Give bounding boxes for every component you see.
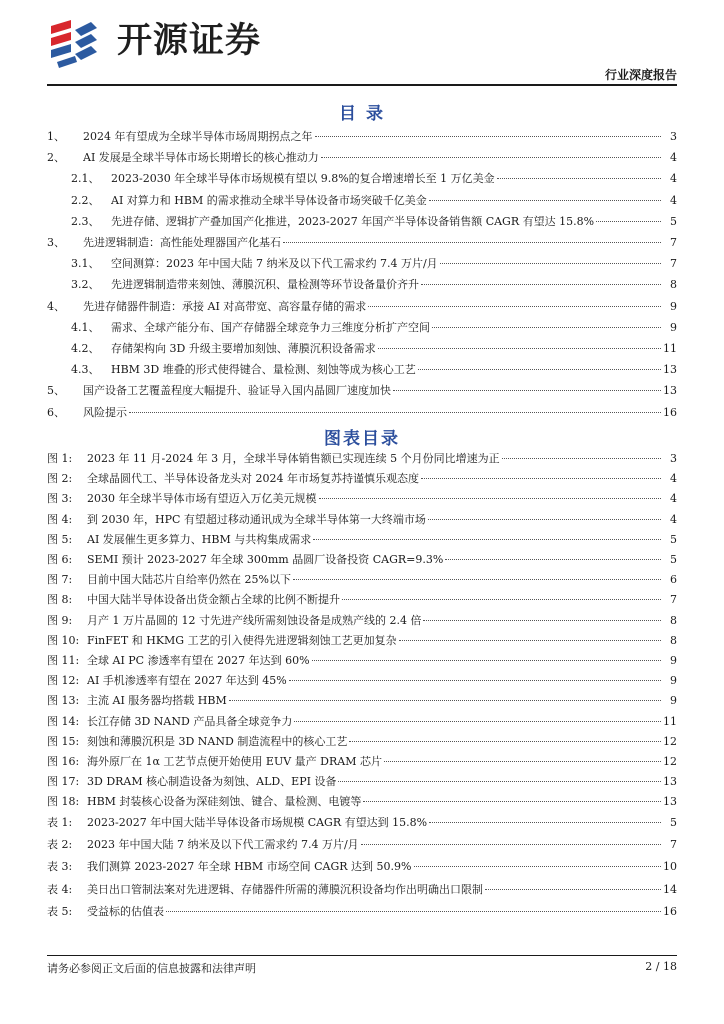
- figure-entry-page: 9: [670, 694, 677, 708]
- toc-entry-page: 4: [670, 172, 677, 186]
- table-entry-title: 2023 年中国大陆 7 纳米及以下代工需求约 7.4 万片/月: [87, 838, 359, 852]
- figure-entry[interactable]: [47, 713, 677, 733]
- figure-entry-page: 12: [663, 755, 677, 768]
- figure-entry[interactable]: [47, 753, 677, 773]
- figure-entry-page: 8: [670, 633, 677, 647]
- toc-entry-page: 13: [663, 363, 677, 377]
- figure-entry-title: 3D DRAM 核心制造设备为刻蚀、ALD、EPI 设备: [87, 775, 337, 789]
- toc-entry-number: 3.1、: [71, 257, 100, 271]
- dot-leader: [363, 801, 661, 802]
- dot-leader: [315, 136, 662, 137]
- toc-entry-number: 4.2、: [71, 342, 100, 355]
- figure-entry-title: 目前中国大陆芯片自给率仍然在 25%以下: [87, 573, 291, 587]
- figure-entry-number: 图 3:: [47, 492, 73, 506]
- figure-entry-title: 2030 年全球半导体市场有望迈入万亿美元规模: [87, 492, 317, 506]
- toc-entry-title: 需求、全球产能分布、国产存储器全球竞争力三维度分析扩产空间: [111, 320, 430, 334]
- figure-entry-page: 6: [670, 573, 677, 587]
- table-entry[interactable]: [47, 881, 677, 901]
- toc-entry-number: 6、: [47, 405, 65, 419]
- toc-entry-page: 13: [663, 384, 677, 398]
- figure-entry[interactable]: [47, 692, 677, 712]
- figure-entry-page: 13: [663, 775, 677, 789]
- figure-entry-number: 图 12:: [47, 674, 80, 688]
- toc-entry[interactable]: [71, 361, 677, 381]
- toc-entry[interactable]: [71, 255, 677, 275]
- dot-leader: [361, 844, 661, 845]
- dot-leader: [378, 348, 661, 349]
- figure-entry-title: 主流 AI 服务器均搭载 HBM: [87, 694, 227, 708]
- toc-entry[interactable]: [47, 149, 677, 169]
- table-entry[interactable]: [47, 903, 677, 923]
- dot-leader: [321, 157, 661, 158]
- figure-entry[interactable]: [47, 793, 677, 813]
- dot-leader: [342, 599, 661, 600]
- figure-entry-number: 图 7:: [47, 573, 73, 587]
- figure-entry-number: 图 13:: [47, 694, 80, 708]
- toc-entry-title: 先进存储、逻辑扩产叠加国产化推进，2023-2027 年国产半导体设备销售额 CAGR 有望达 15.8%: [111, 214, 595, 228]
- figure-entry-number: 图 17:: [47, 775, 80, 789]
- toc-entry-page: 5: [670, 214, 677, 228]
- dot-leader: [497, 178, 661, 179]
- figure-entry[interactable]: [47, 591, 677, 611]
- figure-entry-title: 刻蚀和薄膜沉积是 3D NAND 制造流程中的核心工艺: [87, 734, 348, 748]
- dot-leader: [421, 478, 661, 479]
- dot-leader: [129, 412, 661, 413]
- footer-disclaimer: 请务必参阅正文后面的信息披露和法律声明: [47, 962, 256, 975]
- dot-leader: [399, 640, 661, 641]
- figure-entry[interactable]: [47, 773, 677, 793]
- dot-leader: [485, 889, 661, 890]
- toc-entry-number: 2.3、: [71, 214, 100, 228]
- figure-entry-number: 图 8:: [47, 593, 73, 607]
- toc-entry-number: 3、: [47, 236, 65, 249]
- table-entry-number: 表 4:: [47, 882, 73, 896]
- toc-entry-page: 4: [670, 151, 677, 165]
- toc-entry-number: 2.2、: [71, 193, 100, 207]
- table-entry-title: 我们测算 2023-2027 年全球 HBM 市场空间 CAGR 达到 50.9%: [87, 860, 412, 874]
- figure-entry-number: 图 4:: [47, 512, 73, 526]
- figure-entry-title: AI 发展催生更多算力、HBM 与共构集成需求: [87, 532, 312, 546]
- table-entry[interactable]: [47, 814, 677, 834]
- figure-entry-page: 5: [670, 553, 677, 566]
- toc-entry-page: 9: [670, 299, 677, 313]
- figure-entry[interactable]: [47, 450, 677, 470]
- figure-entry-number: 图 6:: [47, 553, 73, 566]
- table-entry[interactable]: [47, 836, 677, 856]
- figure-entry-number: 图 11:: [47, 654, 80, 667]
- page-header: [47, 14, 687, 72]
- toc-entry[interactable]: [71, 276, 677, 296]
- toc-entry-page: 11: [663, 342, 677, 355]
- toc-entry-title: 先进逻辑制造：高性能处理器国产化基石: [83, 236, 281, 249]
- toc-entry-number: 4.1、: [71, 320, 100, 334]
- figure-entry-number: 图 2:: [47, 472, 73, 486]
- table-entry-page: 16: [663, 904, 677, 918]
- figure-entry-page: 11: [663, 714, 677, 728]
- figure-entry-page: 9: [670, 674, 677, 688]
- toc-entry[interactable]: [47, 404, 677, 424]
- dot-leader: [319, 498, 662, 499]
- figure-entry-number: 图 14:: [47, 714, 80, 728]
- toc-entry-title: 2024 年有望成为全球半导体市场周期拐点之年: [83, 130, 313, 143]
- toc-entry-title: 存储架构向 3D 升级主要增加刻蚀、薄膜沉积设备需求: [111, 342, 376, 355]
- figure-entry-page: 12: [663, 734, 677, 748]
- figure-entry[interactable]: [47, 652, 677, 672]
- figure-entry[interactable]: [47, 490, 677, 510]
- dot-leader: [428, 519, 661, 520]
- toc-entry-title: 先进逻辑制造带来刻蚀、薄膜沉积、量检测等环节设备量价齐升: [111, 278, 419, 292]
- figure-entry[interactable]: [47, 672, 677, 692]
- brand-name: 开源证券: [117, 21, 262, 61]
- dot-leader: [349, 741, 661, 742]
- toc-entry-title: 国产设备工艺覆盖程度大幅提升、验证导入国内晶圆厂速度加快: [83, 384, 391, 398]
- figure-entry[interactable]: [47, 733, 677, 753]
- figure-entry-title: 海外原厂在 1α 工艺节点便开始使用 EUV 量产 DRAM 芯片: [87, 755, 382, 768]
- dot-leader: [289, 680, 661, 681]
- dot-leader: [368, 306, 661, 307]
- figure-entry-number: 图 15:: [47, 734, 80, 748]
- figure-entry-number: 图 16:: [47, 755, 80, 768]
- toc-entry[interactable]: [71, 192, 677, 212]
- figure-entry-title: 全球晶圆代工、半导体设备龙头对 2024 年市场复苏持谨慎乐观态度: [87, 472, 419, 486]
- toc-entry-number: 4、: [47, 299, 65, 313]
- table-entry-title: 2023-2027 年中国大陆半导体设备市场规模 CAGR 有望达到 15.8%: [87, 816, 428, 829]
- footer-divider: [47, 955, 677, 956]
- figure-entry-title: 2023 年 11 月-2024 年 3 月，全球半导体销售额已实现连续 5 个月份同比增速为正: [87, 452, 500, 465]
- table-entry-page: 10: [663, 860, 677, 874]
- dot-leader: [440, 263, 661, 264]
- table-entry-number: 表 1:: [47, 816, 73, 829]
- toc-entry-title: 2023-2030 年全球半导体市场规模有望以 9.8%的复合增速增长至 1 万亿美金: [111, 172, 495, 186]
- dot-leader: [445, 559, 661, 560]
- toc-entry[interactable]: [47, 298, 677, 318]
- dot-leader: [596, 221, 661, 222]
- toc-entry-title: 空间测算：2023 年中国大陆 7 纳米及以下代工需求约 7.4 万片/月: [111, 257, 438, 271]
- figure-entry-title: 月产 1 万片晶圆的 12 寸先进产线所需刻蚀设备是成熟产线的 2.4 倍: [87, 613, 422, 627]
- dot-leader: [393, 390, 661, 391]
- table-entry-number: 表 3:: [47, 860, 73, 874]
- dot-leader: [421, 284, 661, 285]
- dot-leader: [166, 911, 661, 912]
- figure-entry-title: HBM 封装核心设备为深硅刻蚀、键合、量检测、电镀等: [87, 795, 362, 809]
- toc-entry-number: 4.3、: [71, 363, 100, 377]
- figure-entry-page: 5: [670, 532, 677, 546]
- toc-entry-title: HBM 3D 堆叠的形式使得键合、量检测、刻蚀等成为核心工艺: [111, 363, 416, 377]
- figure-entry[interactable]: [47, 511, 677, 531]
- toc-entry-number: 1、: [47, 130, 65, 143]
- kaiyuan-logo-icon: [47, 16, 113, 70]
- figure-entry-title: 中国大陆半导体设备出货金额占全球的比例不断提升: [87, 593, 340, 607]
- table-entry-page: 14: [663, 882, 677, 896]
- toc-title: 目 录: [339, 104, 385, 124]
- dot-leader: [312, 660, 661, 661]
- table-entry-page: 7: [670, 838, 677, 852]
- table-entry[interactable]: [47, 858, 677, 878]
- toc-entry-title: 先进存储器件制造：承接 AI 对高带宽、高容量存储的需求: [83, 299, 367, 313]
- dot-leader: [283, 242, 661, 243]
- figure-entry[interactable]: [47, 551, 677, 571]
- toc-entry-title: 风险提示: [83, 405, 127, 419]
- table-entry-number: 表 5:: [47, 904, 73, 918]
- figure-entry-page: 4: [670, 512, 677, 526]
- figure-entry[interactable]: [47, 632, 677, 652]
- table-entry-title: 美日出口管制法案对先进逻辑、存储器件所需的薄膜沉积设备均作出明确出口限制: [87, 882, 483, 896]
- figure-entry-number: 图 10:: [47, 633, 80, 647]
- dot-leader: [423, 620, 661, 621]
- figure-entry-title: SEMI 预计 2023-2027 年全球 300mm 晶圆厂设备投资 CAGR=9.3%: [87, 553, 444, 566]
- dot-leader: [432, 327, 661, 328]
- table-entry-number: 表 2:: [47, 838, 73, 852]
- toc-entry[interactable]: [47, 128, 677, 148]
- figure-entry[interactable]: [47, 612, 677, 632]
- toc-entry[interactable]: [71, 319, 677, 339]
- table-entry-page: 5: [670, 816, 677, 829]
- toc-entry-title: AI 对算力和 HBM 的需求推动全球半导体设备市场突破千亿美金: [111, 193, 427, 207]
- toc-entry-number: 5、: [47, 384, 65, 398]
- toc-entry[interactable]: [71, 340, 677, 360]
- dot-leader: [229, 700, 661, 701]
- figure-entry-page: 8: [670, 613, 677, 627]
- report-type-label: 行业深度报告: [604, 68, 677, 82]
- toc-entry-number: 2.1、: [71, 172, 100, 186]
- figure-entry-number: 图 18:: [47, 795, 80, 809]
- figure-entry-page: 4: [670, 472, 677, 486]
- figure-entry-title: 到 2030 年，HPC 有望超过移动通讯成为全球半导体第一大终端市场: [87, 512, 426, 526]
- dot-leader: [502, 458, 661, 459]
- toc-entry[interactable]: [71, 213, 677, 233]
- dot-leader: [313, 539, 661, 540]
- dot-leader: [338, 781, 661, 782]
- toc-entry-page: 4: [670, 193, 677, 207]
- page-indicator: 2 / 18: [645, 960, 677, 973]
- figure-entry[interactable]: [47, 571, 677, 591]
- dot-leader: [414, 866, 662, 867]
- figures-title: 图表目录: [324, 429, 400, 449]
- figure-entry[interactable]: [47, 531, 677, 551]
- figure-entry-number: 图 5:: [47, 532, 73, 546]
- dot-leader: [418, 369, 661, 370]
- toc-entry-page: 7: [670, 236, 677, 249]
- table-entry-title: 受益标的估值表: [87, 904, 164, 918]
- toc-entry-title: AI 发展是全球半导体市场长期增长的核心推动力: [83, 151, 319, 165]
- toc-entry[interactable]: [71, 170, 677, 190]
- figure-entry-page: 4: [670, 492, 677, 506]
- dot-leader: [294, 721, 661, 722]
- toc-entry-page: 3: [670, 130, 677, 143]
- figure-entry-page: 9: [670, 654, 677, 667]
- figure-entry-number: 图 1:: [47, 452, 73, 465]
- dot-leader: [293, 579, 661, 580]
- figure-entry-page: 7: [670, 593, 677, 607]
- dot-leader: [384, 761, 661, 762]
- figure-entry[interactable]: [47, 470, 677, 490]
- toc-entry-number: 2、: [47, 151, 65, 165]
- figure-entry-page: 13: [663, 795, 677, 809]
- figure-entry-title: 长江存储 3D NAND 产品具备全球竞争力: [87, 714, 293, 728]
- toc-entry-number: 3.2、: [71, 278, 100, 292]
- figure-entry-title: FinFET 和 HKMG 工艺的引入使得先进逻辑刻蚀工艺更加复杂: [87, 633, 397, 647]
- toc-entry-page: 16: [663, 405, 677, 419]
- dot-leader: [429, 822, 661, 823]
- figure-entry-title: 全球 AI PC 渗透率有望在 2027 年达到 60%: [87, 654, 310, 667]
- toc-entry-page: 9: [670, 320, 677, 334]
- figure-entry-number: 图 9:: [47, 613, 73, 627]
- dot-leader: [429, 200, 661, 201]
- toc-entry[interactable]: [47, 234, 677, 254]
- toc-entry[interactable]: [47, 382, 677, 402]
- header-divider: [47, 84, 677, 86]
- toc-entry-page: 7: [670, 257, 677, 271]
- figure-entry-page: 3: [670, 452, 677, 465]
- figure-entry-title: AI 手机渗透率有望在 2027 年达到 45%: [87, 674, 287, 688]
- toc-entry-page: 8: [670, 278, 677, 292]
